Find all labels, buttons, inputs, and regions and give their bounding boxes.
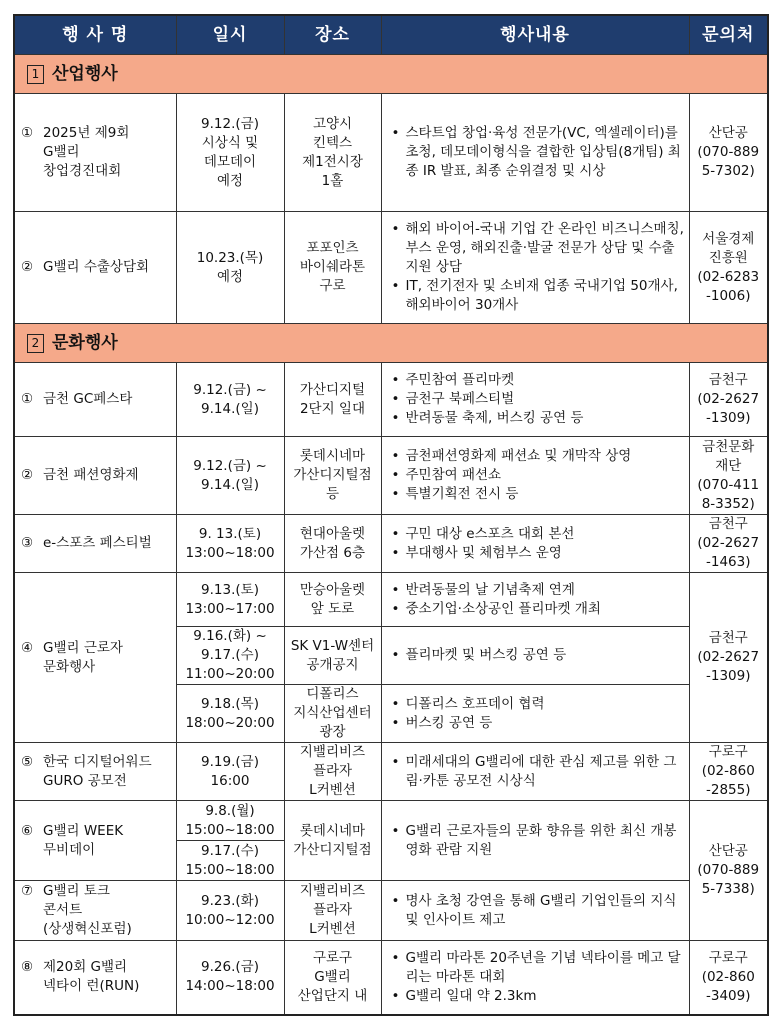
col-header-contact: 문의처 — [689, 15, 768, 55]
col-header-name: 행 사 명 — [14, 15, 176, 55]
header-row — [14, 15, 768, 55]
section-number: 1 — [27, 65, 44, 84]
table-row: ③ e-스포츠 페스티벌 9. 13.(토) 13:00~18:00 현대아울렛 가산점 6층 • 구민 대상 e스포츠 대회 본선 • 부대행사 및 체험부스 운영 금천구 (02-2627 -1463) — [14, 515, 768, 573]
table-row: ① 2025년 제9회 G밸리 창업경진대회 9.12.(금) 시상식 및 데모데이 예정 고양시 킨텍스 제1전시장 1홀 • 스타트업 창업·육성 전문가(VC, 엑셀레이터)를 초청, 데모데이형식을 결합한 입상팀(8개팀) 최종 IR 발표, 최종 순위결정 및 시상 산단공 (070-889 5-7302) — [14, 94, 768, 212]
table-row: ② G밸리 수출상담회 10.23.(목) 예정 포포인츠 바이쉐라톤 구로 • 해외 바이어-국내 기업 간 온라인 비즈니스매칭, 부스 운영, 해외진출·발굴 전문가 상담 및 수출지원 상담 • IT, 전기전자 및 소비재 업종 국내기업 50개사, 해외바이어 30개사 서울경제 진흥원 (02-6283 -1006) — [14, 212, 768, 324]
table-row: ⑤ 한국 디지털어워드 GURO 공모전 9.19.(금) 16:00 지밸리비즈 플라자 L커벤션 • 미래세대의 G밸리에 대한 관심 제고를 위한 그림·카툰 공모전 시상식 구로구 (02-860 -2855) — [14, 743, 768, 801]
section-title: 문화행사 — [52, 332, 118, 353]
events-table — [13, 14, 769, 1016]
section-industry — [14, 55, 768, 94]
table-row: ② 금천 패션영화제 9.12.(금) ~ 9.14.(일) 롯데시네마 가산디지털점 등 • 금천패션영화제 패션쇼 및 개막작 상영 • 주민참여 패션쇼 • 특별기획전 전시 등 금천문화 재단 (070-411 8-3352) — [14, 437, 768, 515]
section-culture — [14, 324, 768, 363]
col-header-place: 장소 — [284, 15, 381, 55]
table-row: 9.18.(목) 18:00~20:00 디폴리스 지식산업센터 광장 • 디폴리스 호프데이 협력 • 버스킹 공연 등 — [14, 685, 768, 743]
table-row: ④ G밸리 근로자 문화행사 9.13.(토) 13:00~17:00 만승아울렛 앞 도로 • 반려동물의 날 기념축제 연계 • 중소기업·소상공인 플리마켓 개최 금천구 (02-2627 -1309) — [14, 573, 768, 627]
section-title: 산업행사 — [52, 63, 118, 84]
col-header-date: 일시 — [176, 15, 284, 55]
table-row: 9.17.(수) 15:00~18:00 — [14, 841, 768, 881]
table-row: ⑥ G밸리 WEEK 무비데이 9.8.(월) 15:00~18:00 롯데시네마 가산디지털점 • G밸리 근로자들의 문화 향유를 위한 최신 개봉 영화 관람 지원 산단공 (070-889 5-7338) — [14, 801, 768, 841]
table-row: ⑦ G밸리 토크 콘서트 (상생혁신포럼) 9.23.(화) 10:00~12:00 지밸리비즈 플라자 L커벤션 • 명사 초청 강연을 통해 G밸리 기업인들의 지식 및 인사이트 제고 — [14, 881, 768, 941]
col-header-content: 행사내용 — [381, 15, 689, 55]
table-row: ⑧ 제20회 G밸리 넥타이 런(RUN) 9.26.(금) 14:00~18:00 구로구 G밸리 산업단지 내 • G밸리 마라톤 20주년을 기념 넥타이를 메고 달리는 마라톤 대회 • G밸리 일대 약 2.3km 구로구 (02-860 -3409) — [14, 941, 768, 1015]
section-number: 2 — [27, 334, 44, 353]
table-row: 9.16.(화) ~ 9.17.(수) 11:00~20:00 SK V1-W센터 공개공지 • 플리마켓 및 버스킹 공연 등 — [14, 627, 768, 685]
table-row: ① 금천 GC페스타 9.12.(금) ~ 9.14.(일) 가산디지털 2단지 일대 • 주민참여 플리마켓 • 금천구 북페스티벌 • 반려동물 축제, 버스킹 공연 등 금천구 (02-2627 -1309) — [14, 363, 768, 437]
